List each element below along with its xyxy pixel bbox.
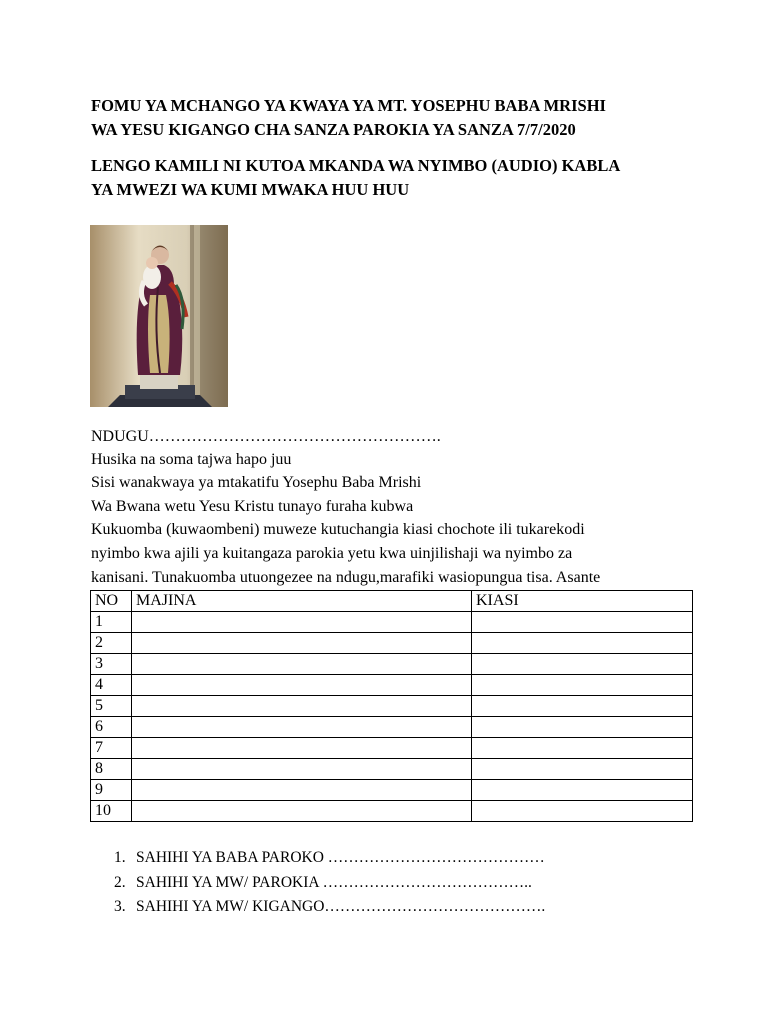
- signature-number: 2.: [114, 874, 126, 891]
- signature-text: SAHIHI YA MW/ PAROKIA …………………………………..: [136, 874, 532, 891]
- goal-statement-line-2: YA MWEZI WA KUMI MWAKA HUU HUU: [91, 180, 410, 199]
- amount-cell[interactable]: [472, 780, 693, 801]
- table-row: [91, 717, 693, 738]
- name-cell[interactable]: [132, 738, 472, 759]
- form-title-line-1: FOMU YA MCHANGO YA KWAYA YA MT. YOSEPHU BABA MRISHI: [91, 96, 606, 115]
- body-line-2: Sisi wanakwaya ya mtakatifu Yosephu Baba Mrishi: [91, 474, 422, 491]
- table-header-row: [91, 591, 693, 612]
- ndugu-line: NDUGU……………………………………………….: [91, 428, 441, 445]
- header-majina: MAJINA: [132, 591, 472, 612]
- table-row: [91, 780, 693, 801]
- row-number: 10: [91, 801, 132, 822]
- body-line-4: Kukuomba (kuwaombeni) muweze kutuchangia kiasi chochote ili tukarekodi: [91, 521, 585, 538]
- amount-cell[interactable]: [472, 612, 693, 633]
- table-row: [91, 654, 693, 675]
- table-row: [91, 759, 693, 780]
- table-row: [91, 675, 693, 696]
- signature-text: SAHIHI YA MW/ KIGANGO…………………………………….: [136, 898, 546, 915]
- signature-line: [114, 897, 545, 917]
- amount-cell[interactable]: [472, 801, 693, 822]
- body-line-3: Wa Bwana wetu Yesu Kristu tunayo furaha kubwa: [91, 498, 414, 515]
- signature-number: 3.: [114, 898, 126, 915]
- amount-cell[interactable]: [472, 696, 693, 717]
- amount-cell[interactable]: [472, 717, 693, 738]
- signature-line: [114, 848, 545, 868]
- body-line-1: Husika na soma tajwa hapo juu: [91, 451, 292, 468]
- name-cell[interactable]: [132, 780, 472, 801]
- row-number: 5: [91, 696, 132, 717]
- name-cell[interactable]: [132, 612, 472, 633]
- row-number: 8: [91, 759, 132, 780]
- table-row: [91, 738, 693, 759]
- table-row: [91, 801, 693, 822]
- form-title: [91, 94, 691, 142]
- signature-number: 1.: [114, 849, 126, 866]
- name-cell[interactable]: [132, 759, 472, 780]
- signature-text: SAHIHI YA BABA PAROKO ……………………………………: [136, 849, 545, 866]
- amount-cell[interactable]: [472, 759, 693, 780]
- saint-joseph-statue-photo: [90, 225, 228, 407]
- body-line-6: kanisani. Tunakuomba utuongezee na ndugu,marafiki wasiopungua tisa. Asante: [91, 569, 601, 586]
- table-row: [91, 696, 693, 717]
- row-number: 4: [91, 675, 132, 696]
- amount-cell[interactable]: [472, 633, 693, 654]
- body-line-5: nyimbo kwa ajili ya kuitangaza parokia yetu kwa uinjilishaji wa nyimbo za: [91, 545, 573, 562]
- signature-line: [114, 873, 532, 893]
- row-number: 1: [91, 612, 132, 633]
- name-cell[interactable]: [132, 801, 472, 822]
- header-kiasi: KIASI: [472, 591, 693, 612]
- table-row: [91, 633, 693, 654]
- name-cell[interactable]: [132, 717, 472, 738]
- amount-cell[interactable]: [472, 654, 693, 675]
- goal-statement: [91, 154, 691, 202]
- row-number: 3: [91, 654, 132, 675]
- name-cell[interactable]: [132, 675, 472, 696]
- row-number: 7: [91, 738, 132, 759]
- row-number: 9: [91, 780, 132, 801]
- contributors-table: [90, 590, 693, 822]
- table-row: [91, 612, 693, 633]
- name-cell[interactable]: [132, 633, 472, 654]
- name-cell[interactable]: [132, 654, 472, 675]
- amount-cell[interactable]: [472, 675, 693, 696]
- name-cell[interactable]: [132, 696, 472, 717]
- amount-cell[interactable]: [472, 738, 693, 759]
- goal-statement-line-1: LENGO KAMILI NI KUTOA MKANDA WA NYIMBO (AUDIO) KABLA: [91, 156, 621, 175]
- header-no: NO: [91, 591, 132, 612]
- row-number: 6: [91, 717, 132, 738]
- row-number: 2: [91, 633, 132, 654]
- form-title-line-2: WA YESU KIGANGO CHA SANZA PAROKIA YA SANZA 7/7/2020: [91, 120, 576, 139]
